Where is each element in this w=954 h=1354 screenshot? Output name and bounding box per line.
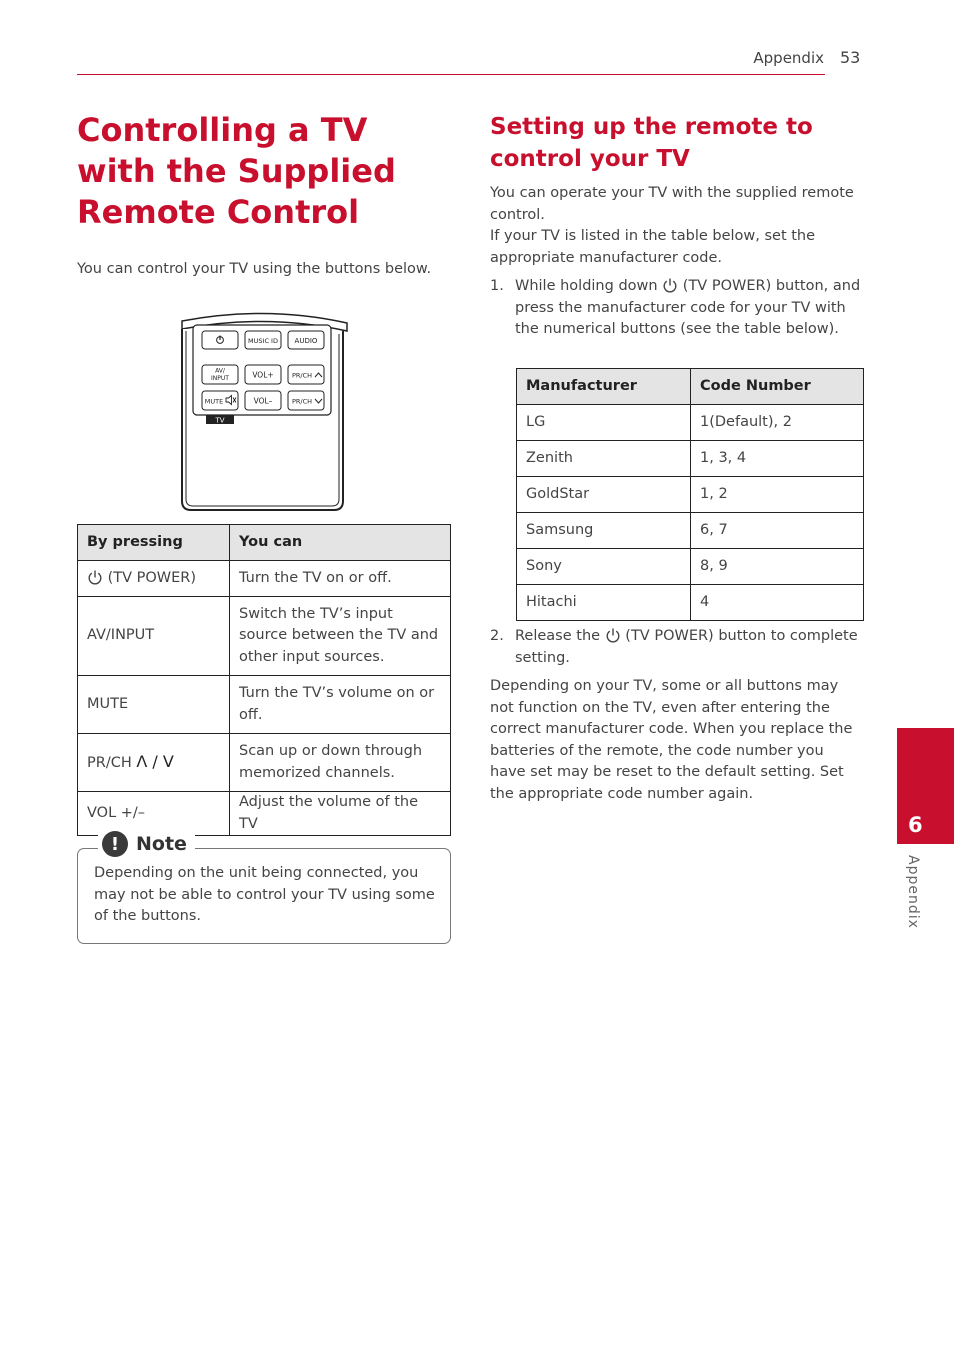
- power-icon: [87, 569, 103, 585]
- manufacturer-cell: LG: [517, 405, 691, 441]
- table-header-code-number: Code Number: [691, 369, 864, 405]
- table-row: [78, 597, 451, 676]
- step-text-before: While holding down: [515, 278, 658, 294]
- av-button-label: AV/: [215, 367, 225, 375]
- code-cell: 6, 7: [691, 513, 864, 549]
- table-row: [517, 513, 864, 549]
- page-number: 53: [840, 48, 861, 67]
- music-id-button-label: MUSIC ID: [248, 337, 278, 345]
- prch-down-button-label: PR/CH: [291, 397, 313, 406]
- manufacturer-cell: Zenith: [517, 441, 691, 477]
- table-row: [78, 676, 451, 734]
- audio-button-label: AUDIO: [294, 337, 318, 345]
- chapter-label: Appendix: [905, 855, 921, 929]
- table-header-manufacturer: Manufacturer: [517, 369, 691, 405]
- tv-group-label: TV: [215, 416, 225, 425]
- section-title: Setting up the remote to control your TV: [490, 114, 813, 172]
- press-cell: PR/CH: [87, 754, 132, 771]
- code-cell: 8, 9: [691, 549, 864, 585]
- manufacturer-cell: Hitachi: [517, 585, 691, 621]
- step-number: 1.: [490, 278, 504, 294]
- step-text-after: (TV POWER) button to complete setting.: [515, 628, 858, 666]
- manufacturer-cell: Samsung: [517, 513, 691, 549]
- remote-control-illustration: [172, 307, 352, 513]
- mute-button-label: MUTE: [204, 397, 224, 406]
- manufacturer-cell: GoldStar: [517, 477, 691, 513]
- tv-control-table: [77, 524, 451, 836]
- paragraph-operate: You can operate your TV with the supplied remote control.: [490, 185, 854, 223]
- table-header-by-pressing: By pressing: [78, 525, 230, 561]
- step-text-after: (TV POWER) button, and press the manufacturer code for your TV with the numerical buttons (see the table below).: [515, 278, 861, 337]
- power-icon: [662, 277, 678, 293]
- table-row: [78, 734, 451, 792]
- step-text-before: Release the: [515, 628, 601, 644]
- action-cell: Switch the TV’s input source between the TV and other input sources.: [230, 597, 451, 676]
- step-number: 2.: [490, 628, 504, 644]
- header-rule: [77, 74, 825, 75]
- press-cell: AV/INPUT: [78, 597, 230, 676]
- table-row: [78, 561, 451, 597]
- chapter-tab: [897, 728, 954, 844]
- page-title: Controlling a TV with the Supplied Remote Control: [77, 111, 396, 231]
- chapter-number: 6: [908, 813, 923, 837]
- up-down-symbols: Λ / V: [136, 751, 174, 771]
- paragraph-manufacturer-code: If your TV is listed in the table below, set the appropriate manufacturer code.: [490, 228, 816, 266]
- prch-up-button-label: PR/CH: [291, 371, 313, 380]
- code-cell: 4: [691, 585, 864, 621]
- manufacturer-cell: Sony: [517, 549, 691, 585]
- note-heading: [98, 831, 195, 857]
- table-row: [517, 477, 864, 513]
- running-header-section: Appendix: [753, 49, 824, 67]
- table-row: [78, 792, 451, 836]
- intro-text: You can control your TV using the buttons below.: [77, 261, 432, 277]
- table-row: [517, 585, 864, 621]
- vol-down-button-label: VOL–: [253, 396, 273, 406]
- action-cell: Adjust the volume of the TV: [230, 792, 451, 836]
- press-cell: VOL +/–: [78, 792, 230, 836]
- note-text: Depending on the unit being connected, you may not be able to control your TV using some of the buttons.: [94, 865, 435, 924]
- press-cell: MUTE: [78, 676, 230, 734]
- code-cell: 1, 3, 4: [691, 441, 864, 477]
- action-cell: Turn the TV’s volume on or off.: [230, 676, 451, 734]
- press-cell: (TV POWER): [107, 569, 197, 586]
- code-cell: 1, 2: [691, 477, 864, 513]
- table-row: [517, 549, 864, 585]
- vol-up-button-label: VOL+: [252, 370, 274, 380]
- table-row: [517, 405, 864, 441]
- power-icon: [605, 627, 621, 643]
- note-title: Note: [136, 833, 187, 855]
- action-cell: Scan up or down through memorized channels.: [230, 734, 451, 792]
- action-cell: Turn the TV on or off.: [230, 561, 451, 597]
- paragraph-battery-note: Depending on your TV, some or all buttons may not function on the TV, even after entering the correct manufacturer code. When you replace the batteries of the remote, the code number you have set may be reset to the default setting. Set the appropriate code number again.: [490, 678, 853, 802]
- table-row: [517, 441, 864, 477]
- input-button-label: INPUT: [211, 375, 229, 382]
- exclamation-icon: !: [102, 831, 128, 857]
- table-header-you-can: You can: [230, 525, 451, 561]
- code-cell: 1(Default), 2: [691, 405, 864, 441]
- manufacturer-code-table: [516, 368, 864, 621]
